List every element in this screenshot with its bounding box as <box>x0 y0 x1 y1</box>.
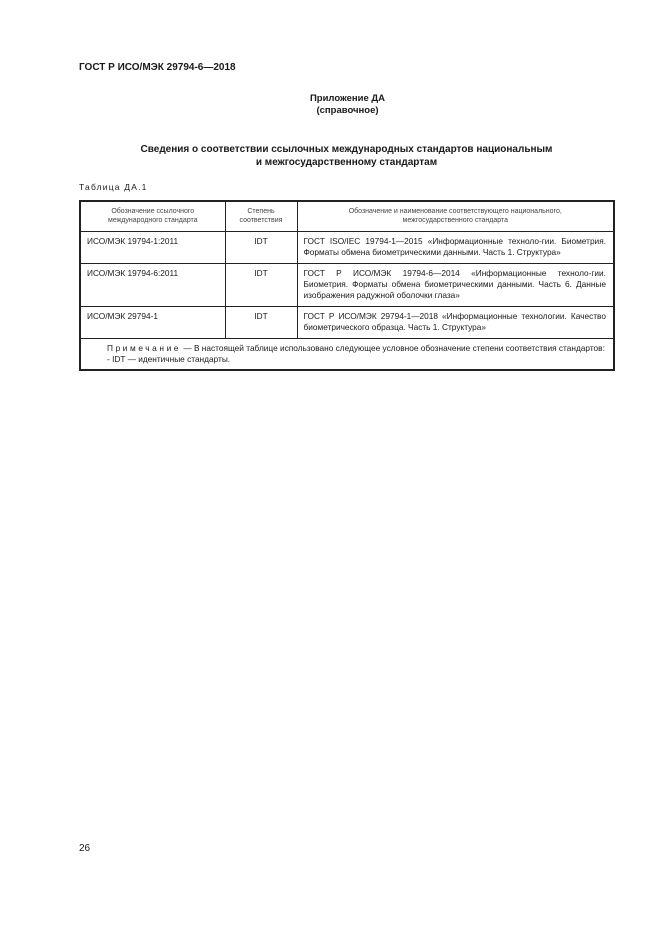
note-item: - IDT — идентичные стандарты. <box>107 354 231 364</box>
ref-standard-cell: ИСО/МЭК 19794-6:2011 <box>80 264 225 307</box>
section-title-line2: и межгосударственному стандартам <box>255 157 438 168</box>
national-standard-cell: ГОСТ Р ИСО/МЭК 19794-6—2014 «Информационные техноло-гии. Биометрия. Форматы обмена биометрическими данными. Часть 6. Данные изображения радужной оболочки глаза» <box>297 264 614 307</box>
note-dash: — <box>181 343 194 353</box>
national-standard-cell: ГОСТ Р ИСО/МЭК 29794-1—2018 «Информационные технологии. Качество биометрического образца. Часть 1. Структура» <box>297 307 614 339</box>
national-standard-cell: ГОСТ ISO/IEC 19794-1—2015 «Информационные техноло-гии. Биометрия. Форматы обмена биометрическими данными. Часть 1. Структура» <box>297 232 614 264</box>
section-title-line1: Сведения о соответствии ссылочных международных стандартов национальным <box>140 144 553 155</box>
header-degree-line1: Степень <box>247 208 275 215</box>
degree-cell: IDT <box>225 307 297 339</box>
header-ref-line1: Обозначение ссылочного <box>111 208 195 215</box>
header-ref-line2: международного стандарта <box>108 217 198 224</box>
table-note-row <box>80 339 614 371</box>
page-number: 26 <box>79 843 91 854</box>
table-row <box>80 307 614 339</box>
header-national-line1: Обозначение и наименование соответствующего национального, <box>348 208 562 215</box>
note-label: Примечание <box>107 343 182 353</box>
header-national-line2: межгосударственного стандарта <box>402 217 508 224</box>
table-row <box>80 264 614 307</box>
degree-cell: IDT <box>225 264 297 307</box>
ref-standard-cell: ИСО/МЭК 19794-1:2011 <box>80 232 225 264</box>
header-ref-standard <box>80 201 225 232</box>
ref-standard-cell: ИСО/МЭК 29794-1 <box>80 307 225 339</box>
note-text: В настоящей таблице использовано следующее условное обозначение степени соответствия стандартов: <box>193 343 605 353</box>
document-code: ГОСТ Р ИСО/МЭК 29794-6—2018 <box>79 62 236 73</box>
header-degree <box>225 201 297 232</box>
table-header-row <box>80 201 614 232</box>
appendix-subtitle: (справочное) <box>316 105 379 116</box>
correspondence-table <box>79 200 615 371</box>
table-caption: Таблица ДА.1 <box>79 182 148 192</box>
header-degree-line2: соответствия <box>239 217 283 224</box>
appendix-title: Приложение ДА <box>309 93 386 104</box>
header-national-standard <box>297 201 614 232</box>
table-row <box>80 232 614 264</box>
degree-cell: IDT <box>225 232 297 264</box>
table-note <box>80 339 614 371</box>
